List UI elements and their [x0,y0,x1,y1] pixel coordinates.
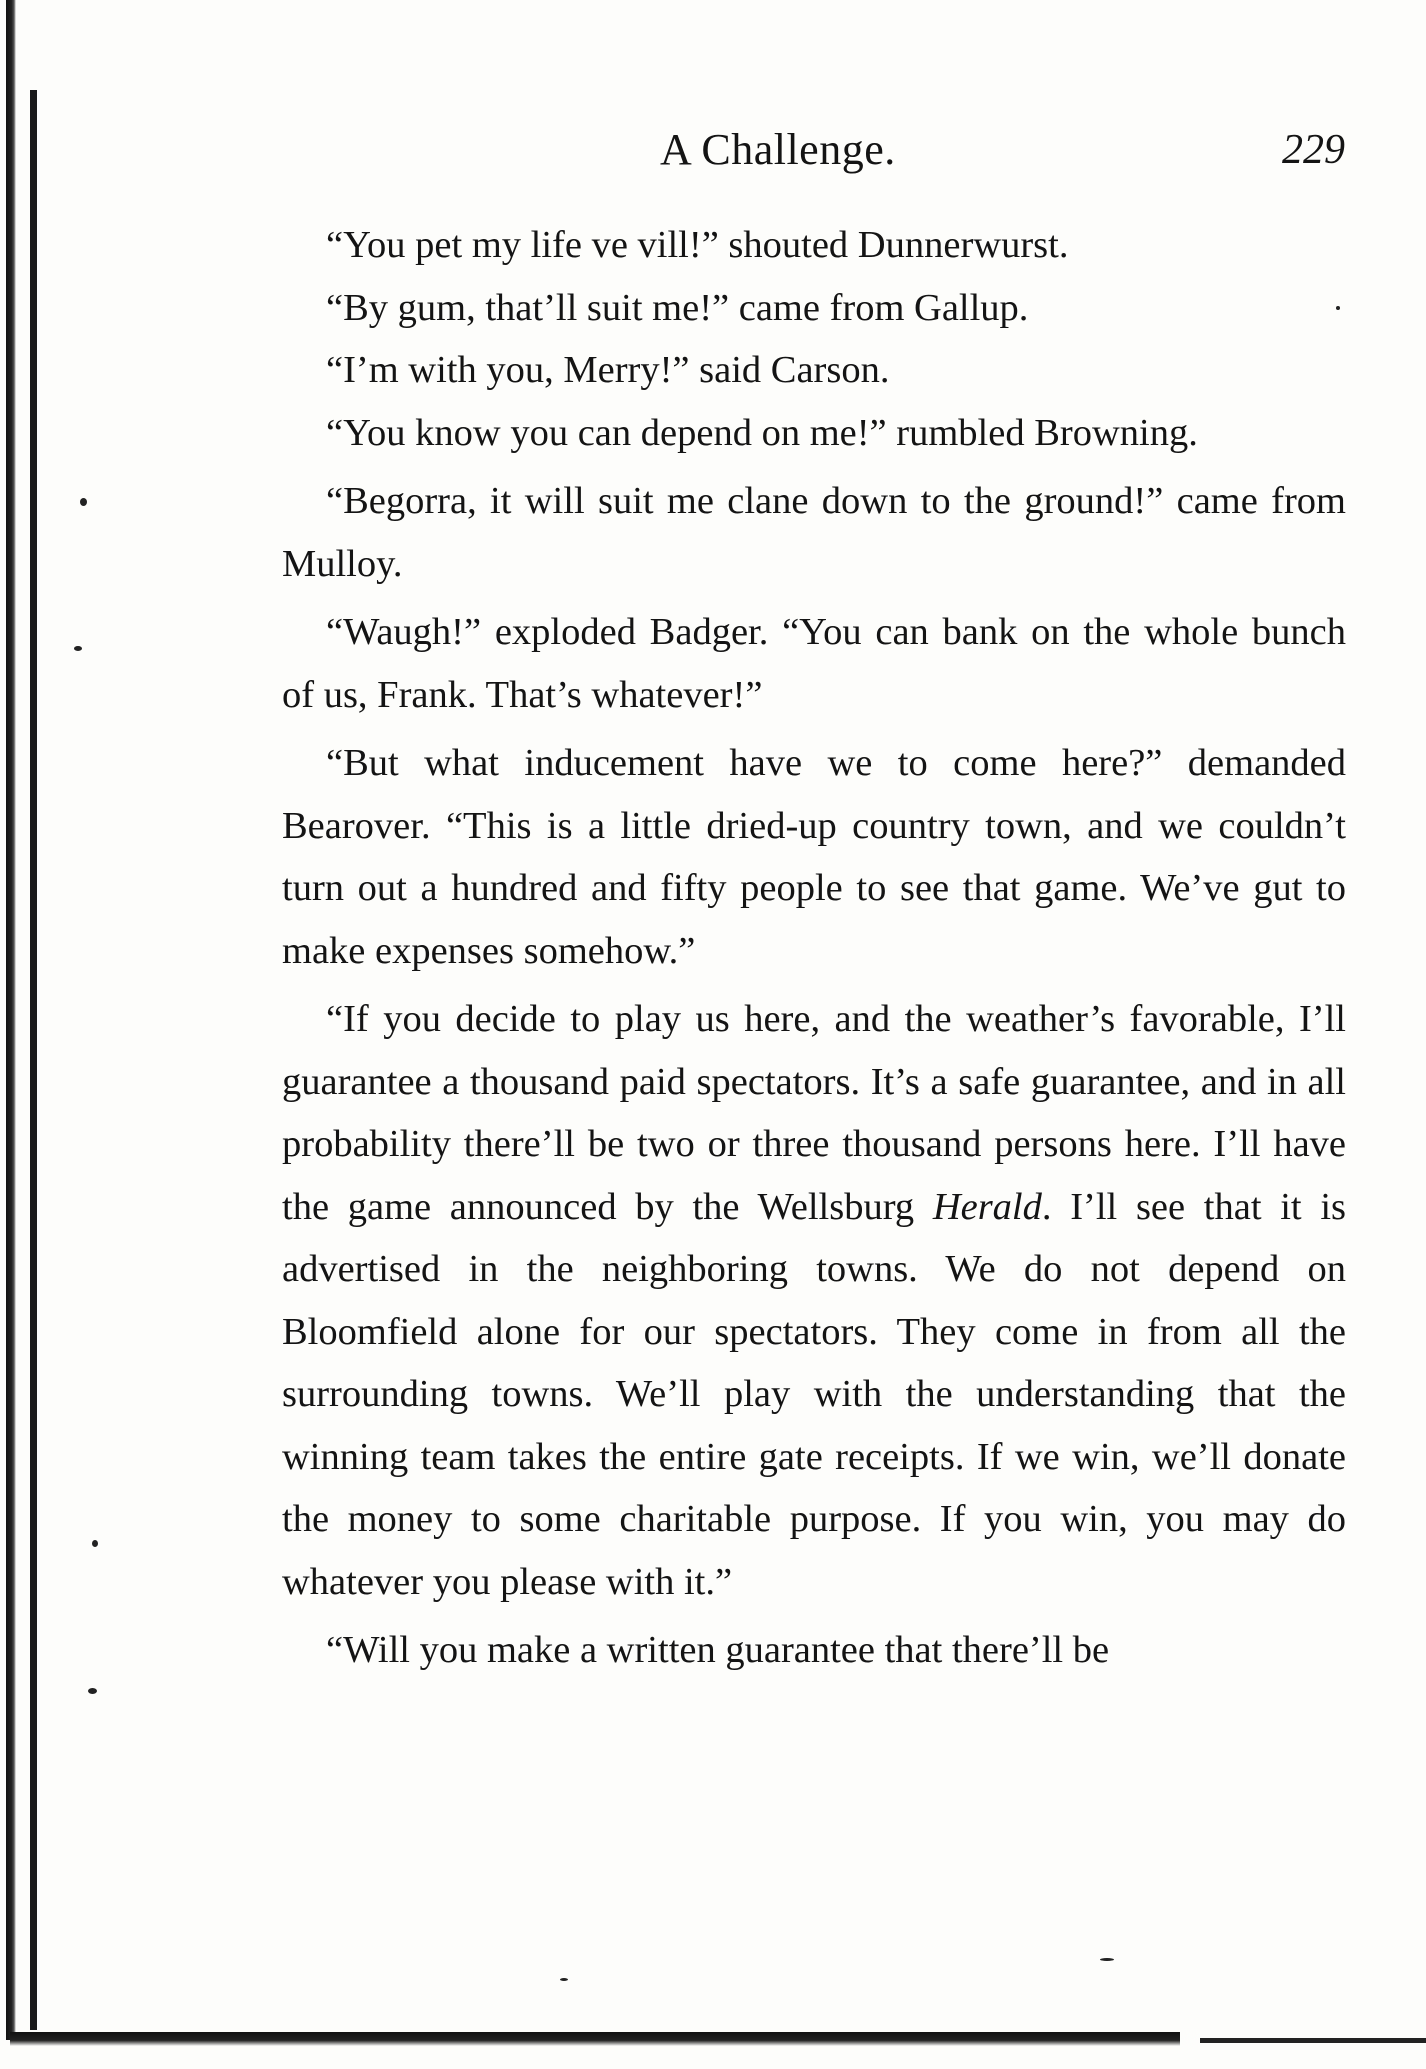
page-binding-line [30,90,37,2030]
paragraph: “Will you make a written guarantee that there’ll be [326,1629,1110,1671]
scan-speck [88,1688,97,1694]
paragraph: “I’m with you, Merry!” said Carson. [326,349,890,391]
paragraph: “By gum, that’ll suit me!” came from Gallup. [326,286,1029,329]
newspaper-name: Herald [932,1185,1042,1228]
paragraph: “You pet my life ve vill!” shouted Dunnerwurst. [326,224,1069,266]
paragraph-text: . I’ll see that it is advertised in the neighboring towns. We do not depend on Bloomfield alone for our spectators. They come in from all the surrounding towns. We’ll play with the understanding that the winning team takes the entire gate receipts. If we win, we’ll donate the money to some charitable purpose. If you win, you may do whatever you please with it.” [282,1185,1347,1603]
running-head [280,124,1345,184]
scan-left-edge [6,0,16,2040]
scan-speck [560,1978,568,1981]
paragraph: “Waugh!” exploded Badger. “You can bank on the whole bunch of us, Frank. That’s whatever!” [282,611,1346,716]
paragraph [282,988,1346,1613]
scan-speck [74,646,82,651]
page-number: 229 [1282,127,1345,173]
paragraph: “But what inducement have we to come here?” demanded Bearover. “This is a little dried-up country town, and we couldn’t turn out a hundred and fifty people to see that game. We’ve gut to make expenses somehow.” [282,742,1346,972]
scan-speck [92,1540,98,1547]
scan-speck [1100,1958,1114,1961]
scan-bottom-edge-right [1200,2038,1426,2043]
paragraph-text: “If you decide to play us here, and the weather’s favorable, I’ll guarantee a thousand paid spectators. It’s a safe guarantee, and in all probability there’ll be two or three thousand persons here. I’ll have the game announced by the Wellsburg [282,998,1346,1228]
scan-bottom-edge [10,2032,1180,2046]
running-title: A Challenge. [660,125,896,174]
body-text [282,214,1346,1688]
paragraph: “You know you can depend on me!” rumbled Browning. [326,411,1198,454]
paragraph: “Begorra, it will suit me clane down to the ground!” came from Mulloy. [282,480,1346,585]
scan-speck [80,498,87,506]
